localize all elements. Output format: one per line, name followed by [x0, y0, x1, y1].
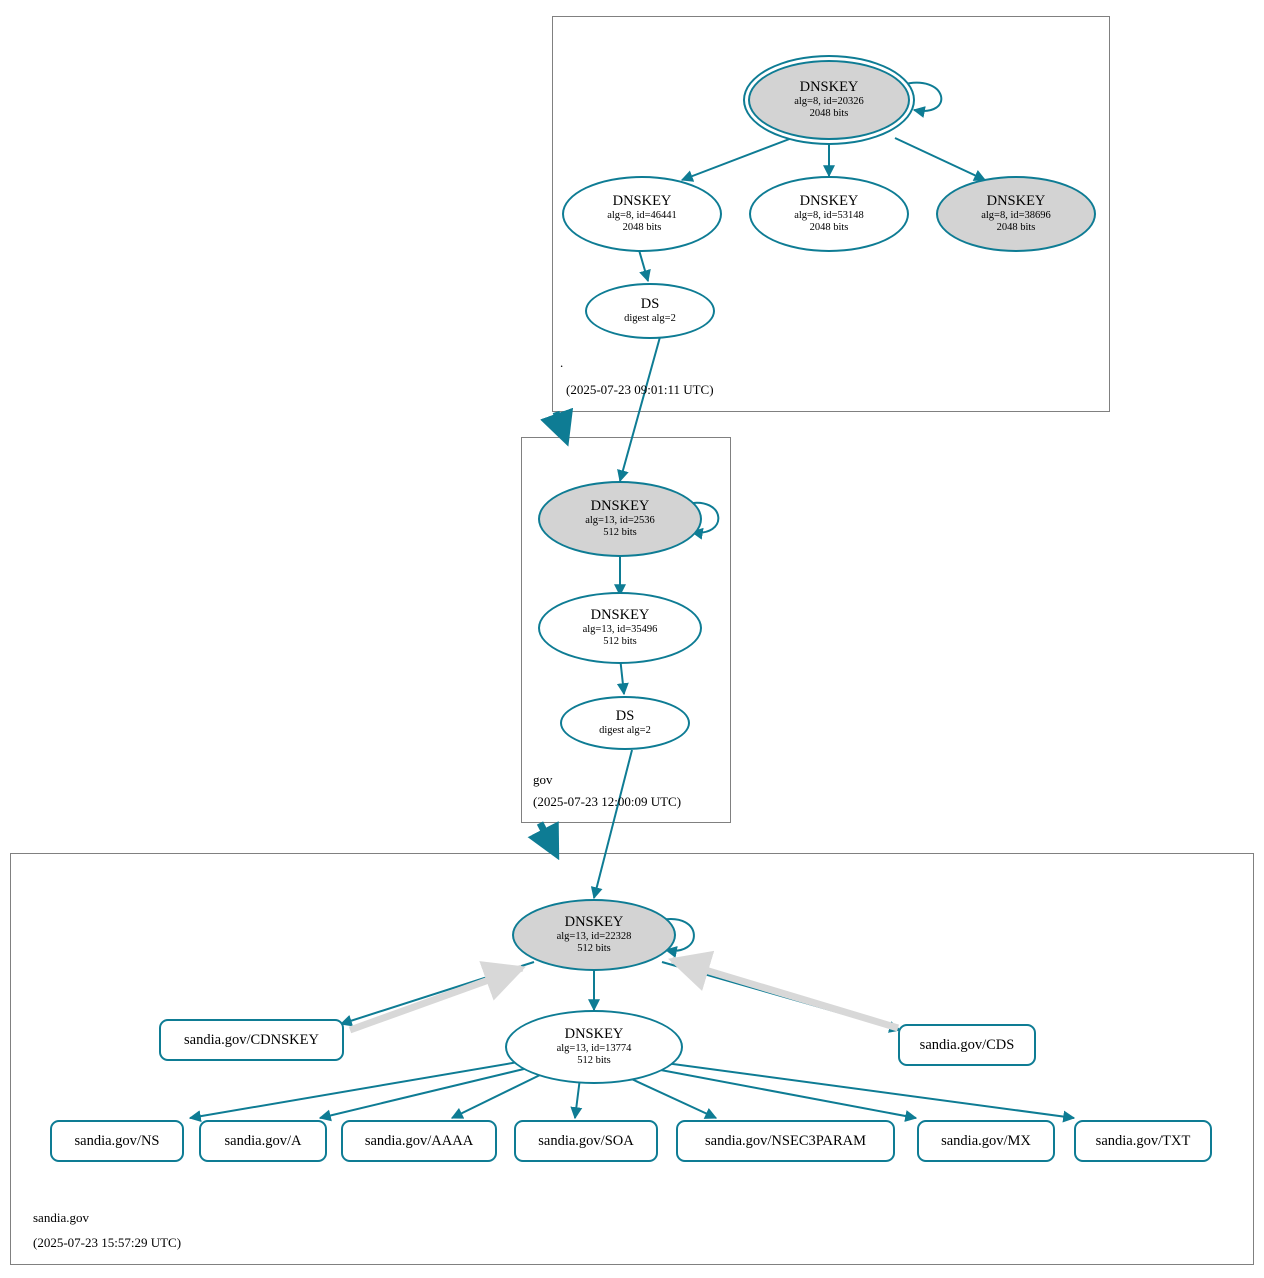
node-title: DNSKEY	[612, 193, 672, 210]
node-root-zsk-38696[interactable]	[936, 176, 1096, 252]
node-title: sandia.gov/MX	[941, 1132, 1031, 1149]
node-rr-mx[interactable]	[917, 1120, 1055, 1162]
node-title: sandia.gov/AAAA	[364, 1132, 474, 1149]
node-title: DNSKEY	[590, 607, 650, 624]
node-title: DNSKEY	[590, 498, 650, 515]
node-keysize: 2048 bits	[809, 222, 849, 234]
node-gov-zsk-35496[interactable]	[538, 592, 702, 664]
node-gov-ksk-2536[interactable]	[538, 481, 702, 557]
node-title: sandia.gov/CDS	[919, 1036, 1015, 1053]
node-alg-id: alg=8, id=38696	[981, 209, 1051, 221]
node-title: DNSKEY	[564, 914, 624, 931]
node-root-ds[interactable]	[585, 283, 715, 339]
zone-label-sandia-name: sandia.gov	[33, 1210, 89, 1225]
node-rr-a[interactable]	[199, 1120, 327, 1162]
node-title: sandia.gov/A	[224, 1132, 302, 1149]
node-title: sandia.gov/TXT	[1095, 1132, 1191, 1149]
node-title: DNSKEY	[564, 1026, 624, 1043]
node-alg-id: alg=8, id=53148	[794, 209, 864, 221]
node-rr-txt[interactable]	[1074, 1120, 1212, 1162]
node-rr-cds[interactable]	[898, 1024, 1036, 1066]
node-digest-alg: digest alg=2	[624, 313, 676, 325]
node-gov-ds[interactable]	[560, 696, 690, 750]
node-rr-soa[interactable]	[514, 1120, 658, 1162]
node-keysize: 512 bits	[577, 943, 611, 955]
node-digest-alg: digest alg=2	[599, 725, 651, 737]
zone-label-gov-timestamp: (2025-07-23 12:00:09 UTC)	[533, 794, 682, 809]
node-sandia-ksk-22328[interactable]	[512, 899, 676, 971]
node-keysize: 2048 bits	[622, 222, 662, 234]
node-rr-aaaa[interactable]	[341, 1120, 497, 1162]
node-title: DS	[615, 708, 635, 725]
node-sandia-zsk-13774[interactable]	[505, 1010, 683, 1084]
node-alg-id: alg=13, id=13774	[556, 1042, 632, 1054]
node-keysize: 2048 bits	[996, 222, 1036, 234]
node-root-ksk-20326[interactable]	[748, 60, 910, 140]
node-rr-cdnskey[interactable]	[159, 1019, 344, 1061]
node-alg-id: alg=8, id=20326	[794, 95, 864, 107]
node-title: sandia.gov/NS	[74, 1132, 160, 1149]
zone-label-root-name: .	[560, 355, 564, 370]
node-root-zsk-53148[interactable]	[749, 176, 909, 252]
node-title: DNSKEY	[986, 193, 1046, 210]
node-title: sandia.gov/NSEC3PARAM	[704, 1132, 866, 1149]
zone-label-root-timestamp: (2025-07-23 09:01:11 UTC)	[566, 382, 714, 397]
node-alg-id: alg=13, id=35496	[582, 623, 658, 635]
node-keysize: 512 bits	[603, 636, 637, 648]
node-keysize: 512 bits	[603, 527, 637, 539]
node-title: sandia.gov/SOA	[538, 1132, 634, 1149]
node-keysize: 2048 bits	[809, 108, 849, 120]
node-keysize: 512 bits	[577, 1055, 611, 1067]
node-title: DNSKEY	[799, 79, 859, 96]
node-alg-id: alg=13, id=2536	[585, 514, 655, 526]
node-root-zsk-46441[interactable]	[562, 176, 722, 252]
zone-label-sandia-timestamp: (2025-07-23 15:57:29 UTC)	[33, 1235, 182, 1250]
node-rr-ns[interactable]	[50, 1120, 184, 1162]
node-alg-id: alg=8, id=46441	[607, 209, 677, 221]
node-title: sandia.gov/CDNSKEY	[184, 1031, 319, 1048]
node-title: DNSKEY	[799, 193, 859, 210]
node-title: DS	[640, 296, 660, 313]
node-alg-id: alg=13, id=22328	[556, 930, 632, 942]
zone-label-gov-name: gov	[533, 772, 553, 787]
node-rr-nsec3param[interactable]	[676, 1120, 895, 1162]
